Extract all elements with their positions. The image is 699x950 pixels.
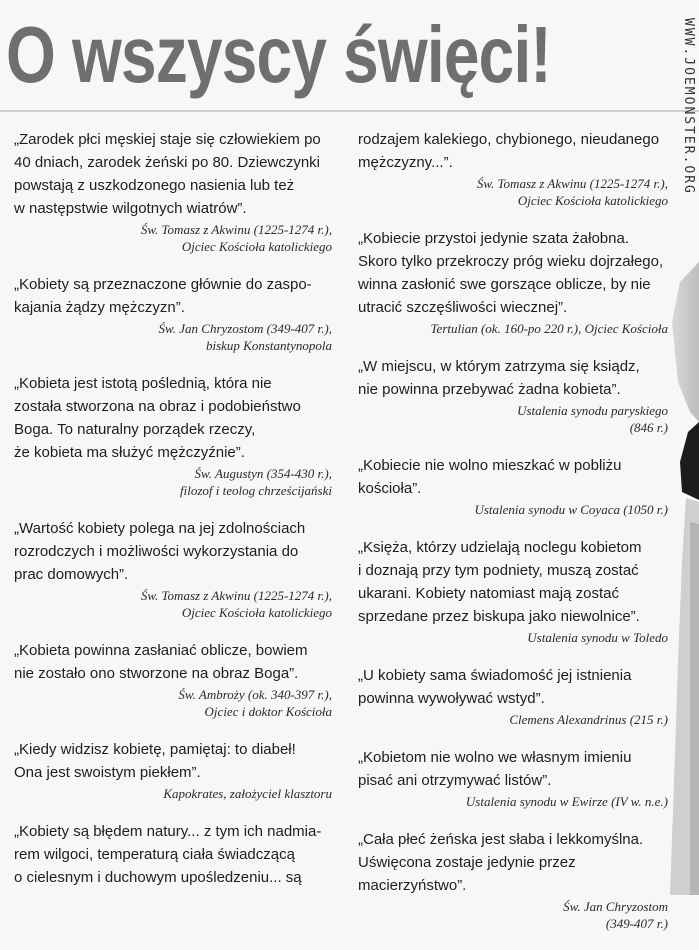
quote-text: „Kobiecie przystoi jedynie szata żałobna. Skoro tylko przekroczy próg wieku dojrzałego, winna zasłonić swe gorszące oblicze, by nie utracić szczęśliwości wiecznej”. bbox=[358, 230, 664, 316]
quote bbox=[358, 454, 668, 518]
quote-source: Św. Tomasz z Akwinu (1225-1274 r.), Ojciec Kościoła katolickiego bbox=[140, 588, 332, 620]
quote bbox=[358, 128, 668, 209]
title-divider bbox=[0, 110, 699, 112]
quote bbox=[14, 517, 332, 621]
quote-source: Św. Tomasz z Akwinu (1225-1274 r.), Ojciec Kościoła katolickiego bbox=[476, 176, 668, 208]
quote bbox=[358, 828, 668, 932]
quote-source: Św. Augustyn (354-430 r.), filozof i teolog chrześcijański bbox=[179, 466, 332, 498]
quote-text: „Kobiety są błędem natury... z tym ich nadmia- rem wilgoci, temperaturą ciała świadczącą o cielesnym i duchowym upośledzeniu... są bbox=[14, 823, 322, 886]
quote-text: „W miejscu, w którym zatrzyma się ksiądz, nie powinna przebywać żadna kobieta”. bbox=[358, 358, 640, 398]
quote bbox=[14, 372, 332, 499]
left-column bbox=[14, 128, 332, 907]
quote-text: „Kobietom nie wolno we własnym imieniu pisać ani otrzymywać listów”. bbox=[358, 749, 632, 789]
quote bbox=[358, 746, 668, 810]
watermark: WWW.JOEMONSTER.ORG bbox=[681, 18, 696, 195]
quote-source: Św. Jan Chryzostom (349-407 r.), biskup Konstantynopola bbox=[158, 321, 332, 353]
quote-source: Clemens Alexandrinus (215 r.) bbox=[509, 712, 668, 727]
quote bbox=[358, 355, 668, 436]
quote-text: „Kobiecie nie wolno mieszkać w pobliżu kościoła”. bbox=[358, 457, 622, 497]
quote bbox=[358, 536, 668, 646]
quote-source: Ustalenia synodu paryskiego (846 r.) bbox=[517, 403, 668, 435]
quote-source: Św. Tomasz z Akwinu (1225-1274 r.), Ojciec Kościoła katolickiego bbox=[140, 222, 332, 254]
quote-text: „Kobieta powinna zasłaniać oblicze, bowiem nie zostało ono stworzone na obraz Boga”. bbox=[14, 642, 308, 682]
quote-source: Ustalenia synodu w Toledo bbox=[527, 630, 668, 645]
quote bbox=[14, 738, 332, 802]
quote bbox=[358, 664, 668, 728]
quote-text: „Wartość kobiety polega na jej zdolnościach rozrodczych i możliwości wykorzystania do prac domowych”. bbox=[14, 520, 306, 583]
quote-source: Ustalenia synodu w Ewirze (IV w. n.e.) bbox=[465, 794, 668, 809]
quote-text: „Kiedy widzisz kobietę, pamiętaj: to diabeł! Ona jest swoistym piekłem”. bbox=[14, 741, 296, 781]
quote-source: Św. Jan Chryzostom (349-407 r.) bbox=[563, 899, 668, 931]
quote bbox=[14, 639, 332, 720]
quote-text: „Cała płeć żeńska jest słaba i lekkomyślna. Uświęcona zostaje jedynie przez macierzyństwo”. bbox=[358, 831, 644, 894]
quote-source: Tertulian (ok. 160-po 220 r.), Ojciec Kościoła bbox=[430, 321, 668, 336]
quote-text: „Kobiety są przeznaczone głównie do zaspo- kajania żądzy mężczyzn”. bbox=[14, 276, 312, 316]
quote bbox=[14, 128, 332, 255]
quote bbox=[14, 820, 332, 889]
quote-text: „Księża, którzy udzielają noclegu kobietom i doznają przy tym podniety, muszą zostać ukarani. Kobiety natomiast mają zostać sprzedane przez biskupa jako niewolnice”. bbox=[358, 539, 642, 625]
right-column bbox=[358, 128, 668, 950]
quote bbox=[358, 227, 668, 337]
quote-source: Św. Ambroży (ok. 340-397 r.), Ojciec i doktor Kościoła bbox=[178, 687, 332, 719]
quote-text: „Zarodek płci męskiej staje się człowiekiem po 40 dniach, zarodek żeński po 80. Dziewczynki powstają z uszkodzonego nasienia lub też w następstwie wilgotnych wiatrów”. bbox=[14, 131, 321, 217]
quote-text: rodzajem kalekiego, chybionego, nieudanego mężczyzny...”. bbox=[358, 131, 660, 171]
quote bbox=[14, 273, 332, 354]
page-title: O wszyscy święci! bbox=[6, 10, 551, 99]
quote-source: Kapokrates, założyciel klasztoru bbox=[163, 786, 332, 801]
quote-text: „U kobiety sama świadomość jej istnienia powinna wywoływać wstyd”. bbox=[358, 667, 632, 707]
quote-text: „Kobieta jest istotą poślednią, która nie została stworzona na obraz i podobieństwo Boga. To naturalny porządek rzeczy, że kobieta ma służyć mężczyźnie”. bbox=[14, 375, 301, 461]
quote-source: Ustalenia synodu w Coyaca (1050 r.) bbox=[474, 502, 668, 517]
